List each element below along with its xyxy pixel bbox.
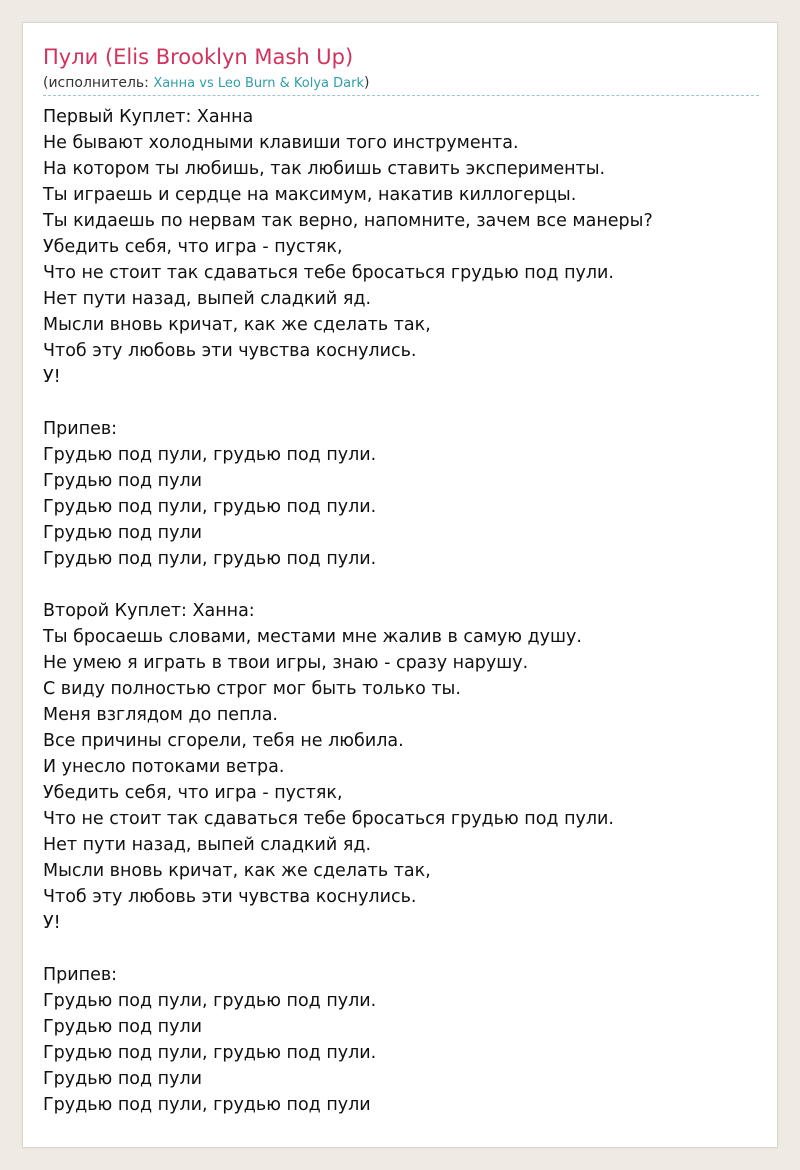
lyric-line: Грудью под пули, грудью под пули. bbox=[43, 1043, 377, 1063]
stanza-gap bbox=[43, 572, 759, 598]
lyric-line: Нет пути назад, выпей сладкий яд. bbox=[43, 835, 372, 855]
artist-suffix: ) bbox=[363, 75, 370, 91]
lyric-line: Первый Куплет: Ханна bbox=[43, 107, 254, 127]
lyrics-text bbox=[43, 104, 759, 1118]
stanza-gap bbox=[43, 936, 759, 962]
lyric-line: Грудью под пули, грудью под пули. bbox=[43, 445, 377, 465]
lyric-line: Второй Куплет: Ханна: bbox=[43, 601, 255, 621]
lyric-line: Чтоб эту любовь эти чувства коснулись. bbox=[43, 887, 417, 907]
lyric-line: Припев: bbox=[43, 419, 118, 439]
lyric-line: Что не стоит так сдаваться тебе бросаться грудью под пули. bbox=[43, 809, 614, 829]
lyric-line: Грудью под пули, грудью под пули bbox=[43, 1095, 371, 1115]
lyric-line: Грудью под пули, грудью под пули. bbox=[43, 497, 377, 517]
lyric-line: Не бывают холодными клавиши того инструмента. bbox=[43, 133, 519, 153]
lyric-line: Не умею я играть в твои игры, знаю - сразу нарушу. bbox=[43, 653, 529, 673]
lyric-line: Грудью под пули bbox=[43, 1069, 203, 1089]
lyric-line: Нет пути назад, выпей сладкий яд. bbox=[43, 289, 372, 309]
lyric-line: Грудью под пули bbox=[43, 1017, 203, 1037]
lyric-line: Грудью под пули, грудью под пули. bbox=[43, 991, 377, 1011]
lyric-line: Ты бросаешь словами, местами мне жалив в самую душу. bbox=[43, 627, 582, 647]
lyric-line: Припев: bbox=[43, 965, 118, 985]
lyric-line: Грудью под пули bbox=[43, 471, 203, 491]
lyric-line: Мысли вновь кричат, как же сделать так, bbox=[43, 861, 431, 881]
artist-link[interactable]: Ханна vs Leo Burn & Kolya Dark bbox=[153, 76, 364, 91]
lyric-line: Грудью под пули bbox=[43, 523, 203, 543]
lyric-line: И унесло потоками ветра. bbox=[43, 757, 285, 777]
lyric-line: С виду полностью строг мог быть только ты. bbox=[43, 679, 461, 699]
lyric-line: Грудью под пули, грудью под пули. bbox=[43, 549, 377, 569]
lyric-line: Убедить себя, что игра - пустяк, bbox=[43, 783, 343, 803]
lyric-line: У! bbox=[43, 367, 61, 387]
song-header bbox=[43, 43, 759, 96]
lyric-line: Что не стоит так сдаваться тебе бросаться грудью под пули. bbox=[43, 263, 614, 283]
lyric-line: Все причины сгорели, тебя не любила. bbox=[43, 731, 404, 751]
lyric-line: Чтоб эту любовь эти чувства коснулись. bbox=[43, 341, 417, 361]
artist-line bbox=[43, 73, 369, 94]
lyric-line: Ты играешь и сердце на максимум, накатив киллогерцы. bbox=[43, 185, 577, 205]
lyric-line: На котором ты любишь, так любишь ставить эксперименты. bbox=[43, 159, 606, 179]
lyrics-card bbox=[22, 22, 778, 1148]
song-title: Пули (Elis Brooklyn Mash Up) bbox=[43, 45, 354, 69]
lyric-line: Ты кидаешь по нервам так верно, напомните, зачем все манеры? bbox=[43, 211, 653, 231]
stanza-gap bbox=[43, 390, 759, 416]
lyric-line: Убедить себя, что игра - пустяк, bbox=[43, 237, 343, 257]
lyric-line: У! bbox=[43, 913, 61, 933]
artist-prefix: (исполнитель: bbox=[43, 75, 154, 91]
lyric-line: Меня взглядом до пепла. bbox=[43, 705, 278, 725]
lyric-line: Мысли вновь кричат, как же сделать так, bbox=[43, 315, 431, 335]
